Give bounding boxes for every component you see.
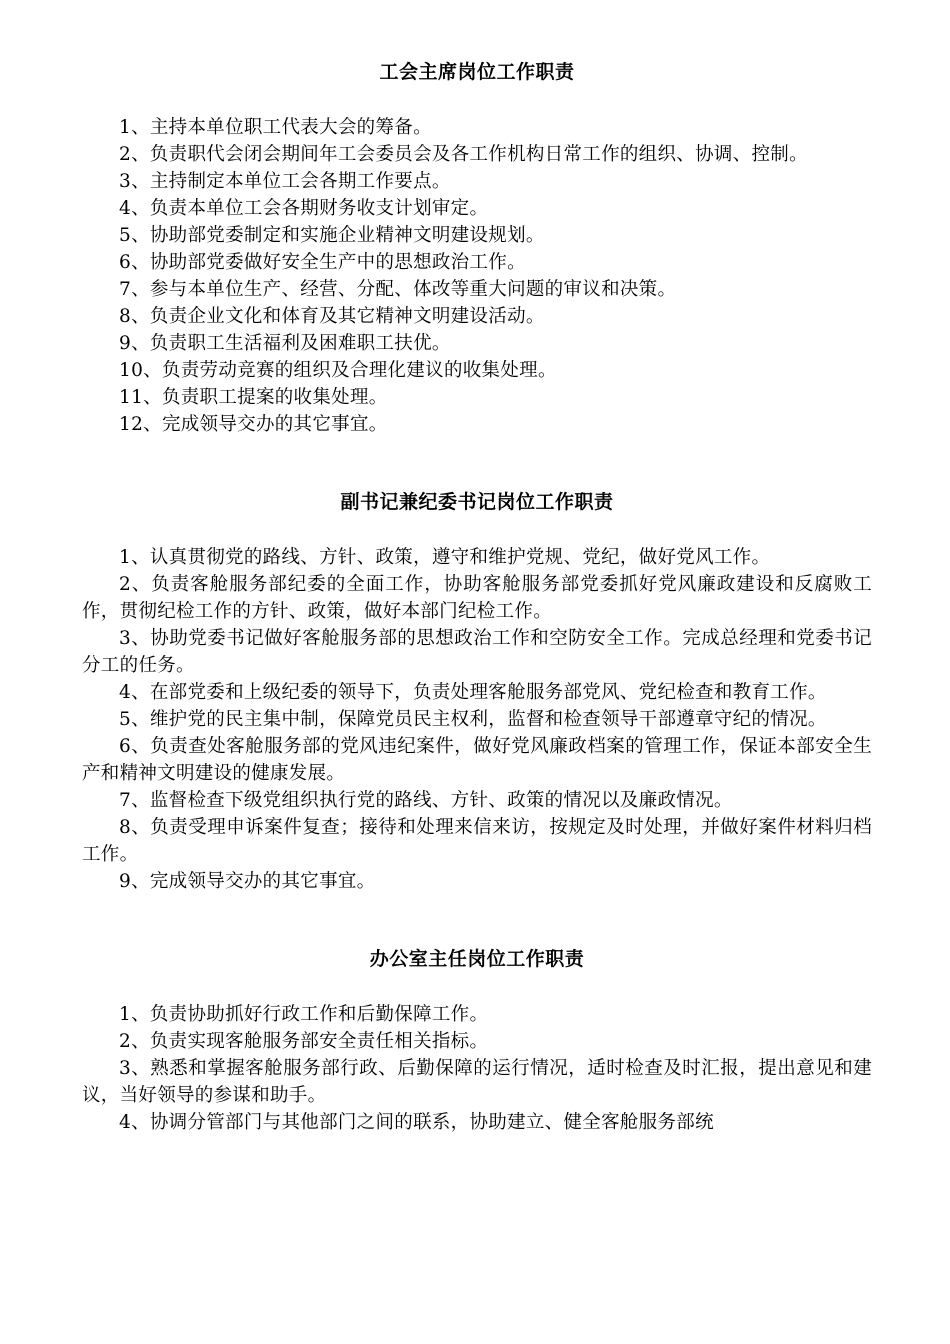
duty-item: 1、负责协助抓好行政工作和后勤保障工作。: [119, 1004, 489, 1025]
duty-list: [82, 544, 872, 895]
duty-item: 11、负责职工提案的收集处理。: [119, 387, 388, 408]
section-union-chairman: [82, 58, 872, 438]
section-title: 工会主席岗位工作职责: [379, 61, 575, 83]
duty-item: 6、协助部党委做好安全生产中的思想政治工作。: [119, 252, 526, 273]
duty-item: 4、在部党委和上级纪委的领导下，负责处理客舱服务部党风、党纪检查和教育工作。: [119, 682, 827, 703]
section-deputy-secretary: [82, 488, 872, 895]
duty-item: 7、监督检查下级党组织执行党的路线、方针、政策的情况以及廉政情况。: [119, 790, 733, 811]
section-office-director: [82, 945, 872, 1136]
duty-list: [82, 114, 872, 438]
duty-item: 7、参与本单位生产、经营、分配、体改等重大问题的审议和决策。: [119, 279, 677, 300]
duty-item: 9、负责职工生活福利及困难职工扶优。: [119, 333, 451, 354]
document-page: [82, 58, 872, 1136]
duty-item: 1、认真贯彻党的路线、方针、政策，遵守和维护党规、党纪，做好党风工作。: [119, 547, 771, 568]
duty-item: 8、负责受理申诉案件复查；接待和处理来信来访，按规定及时处理，并做好案件材料归档工作。: [82, 817, 872, 865]
duty-item: 6、负责查处客舱服务部的党风违纪案件，做好党风廉政档案的管理工作，保证本部安全生产和精神文明建设的健康发展。: [82, 736, 872, 784]
section-title: 办公室主任岗位工作职责: [369, 948, 585, 970]
duty-item: 5、维护党的民主集中制，保障党员民主权利，监督和检查领导干部遵章守纪的情况。: [119, 709, 827, 730]
duty-item: 9、完成领导交办的其它事宜。: [119, 871, 376, 892]
duty-item: 4、负责本单位工会各期财务收支计划审定。: [119, 198, 489, 219]
duty-item: 2、负责职代会闭会期间年工会委员会及各工作机构日常工作的组织、协调、控制。: [119, 144, 808, 165]
duty-item: 3、主持制定本单位工会各期工作要点。: [119, 171, 451, 192]
duty-item: 12、完成领导交办的其它事宜。: [119, 414, 388, 435]
duty-item: 4、协调分管部门与其他部门之间的联系，协助建立、健全客舱服务部统: [119, 1112, 714, 1133]
duty-item: 10、负责劳动竞赛的组织及合理化建议的收集处理。: [119, 360, 557, 381]
duty-item: 3、协助党委书记做好客舱服务部的思想政治工作和空防安全工作。完成总经理和党委书记分工的任务。: [82, 628, 872, 676]
duty-list: [82, 1001, 872, 1136]
section-title: 副书记兼纪委书记岗位工作职责: [340, 491, 614, 513]
duty-item: 5、协助部党委制定和实施企业精神文明建设规划。: [119, 225, 545, 246]
duty-item: 3、熟悉和掌握客舱服务部行政、后勤保障的运行情况，适时检查及时汇报，提出意见和建议，当好领导的参谋和助手。: [82, 1058, 872, 1106]
duty-item: 2、负责实现客舱服务部安全责任相关指标。: [119, 1031, 489, 1052]
duty-item: 2、负责客舱服务部纪委的全面工作，协助客舱服务部党委抓好党风廉政建设和反腐败工作，贯彻纪检工作的方针、政策，做好本部门纪检工作。: [82, 574, 872, 622]
duty-item: 8、负责企业文化和体育及其它精神文明建设活动。: [119, 306, 545, 327]
duty-item: 1、主持本单位职工代表大会的筹备。: [119, 117, 432, 138]
